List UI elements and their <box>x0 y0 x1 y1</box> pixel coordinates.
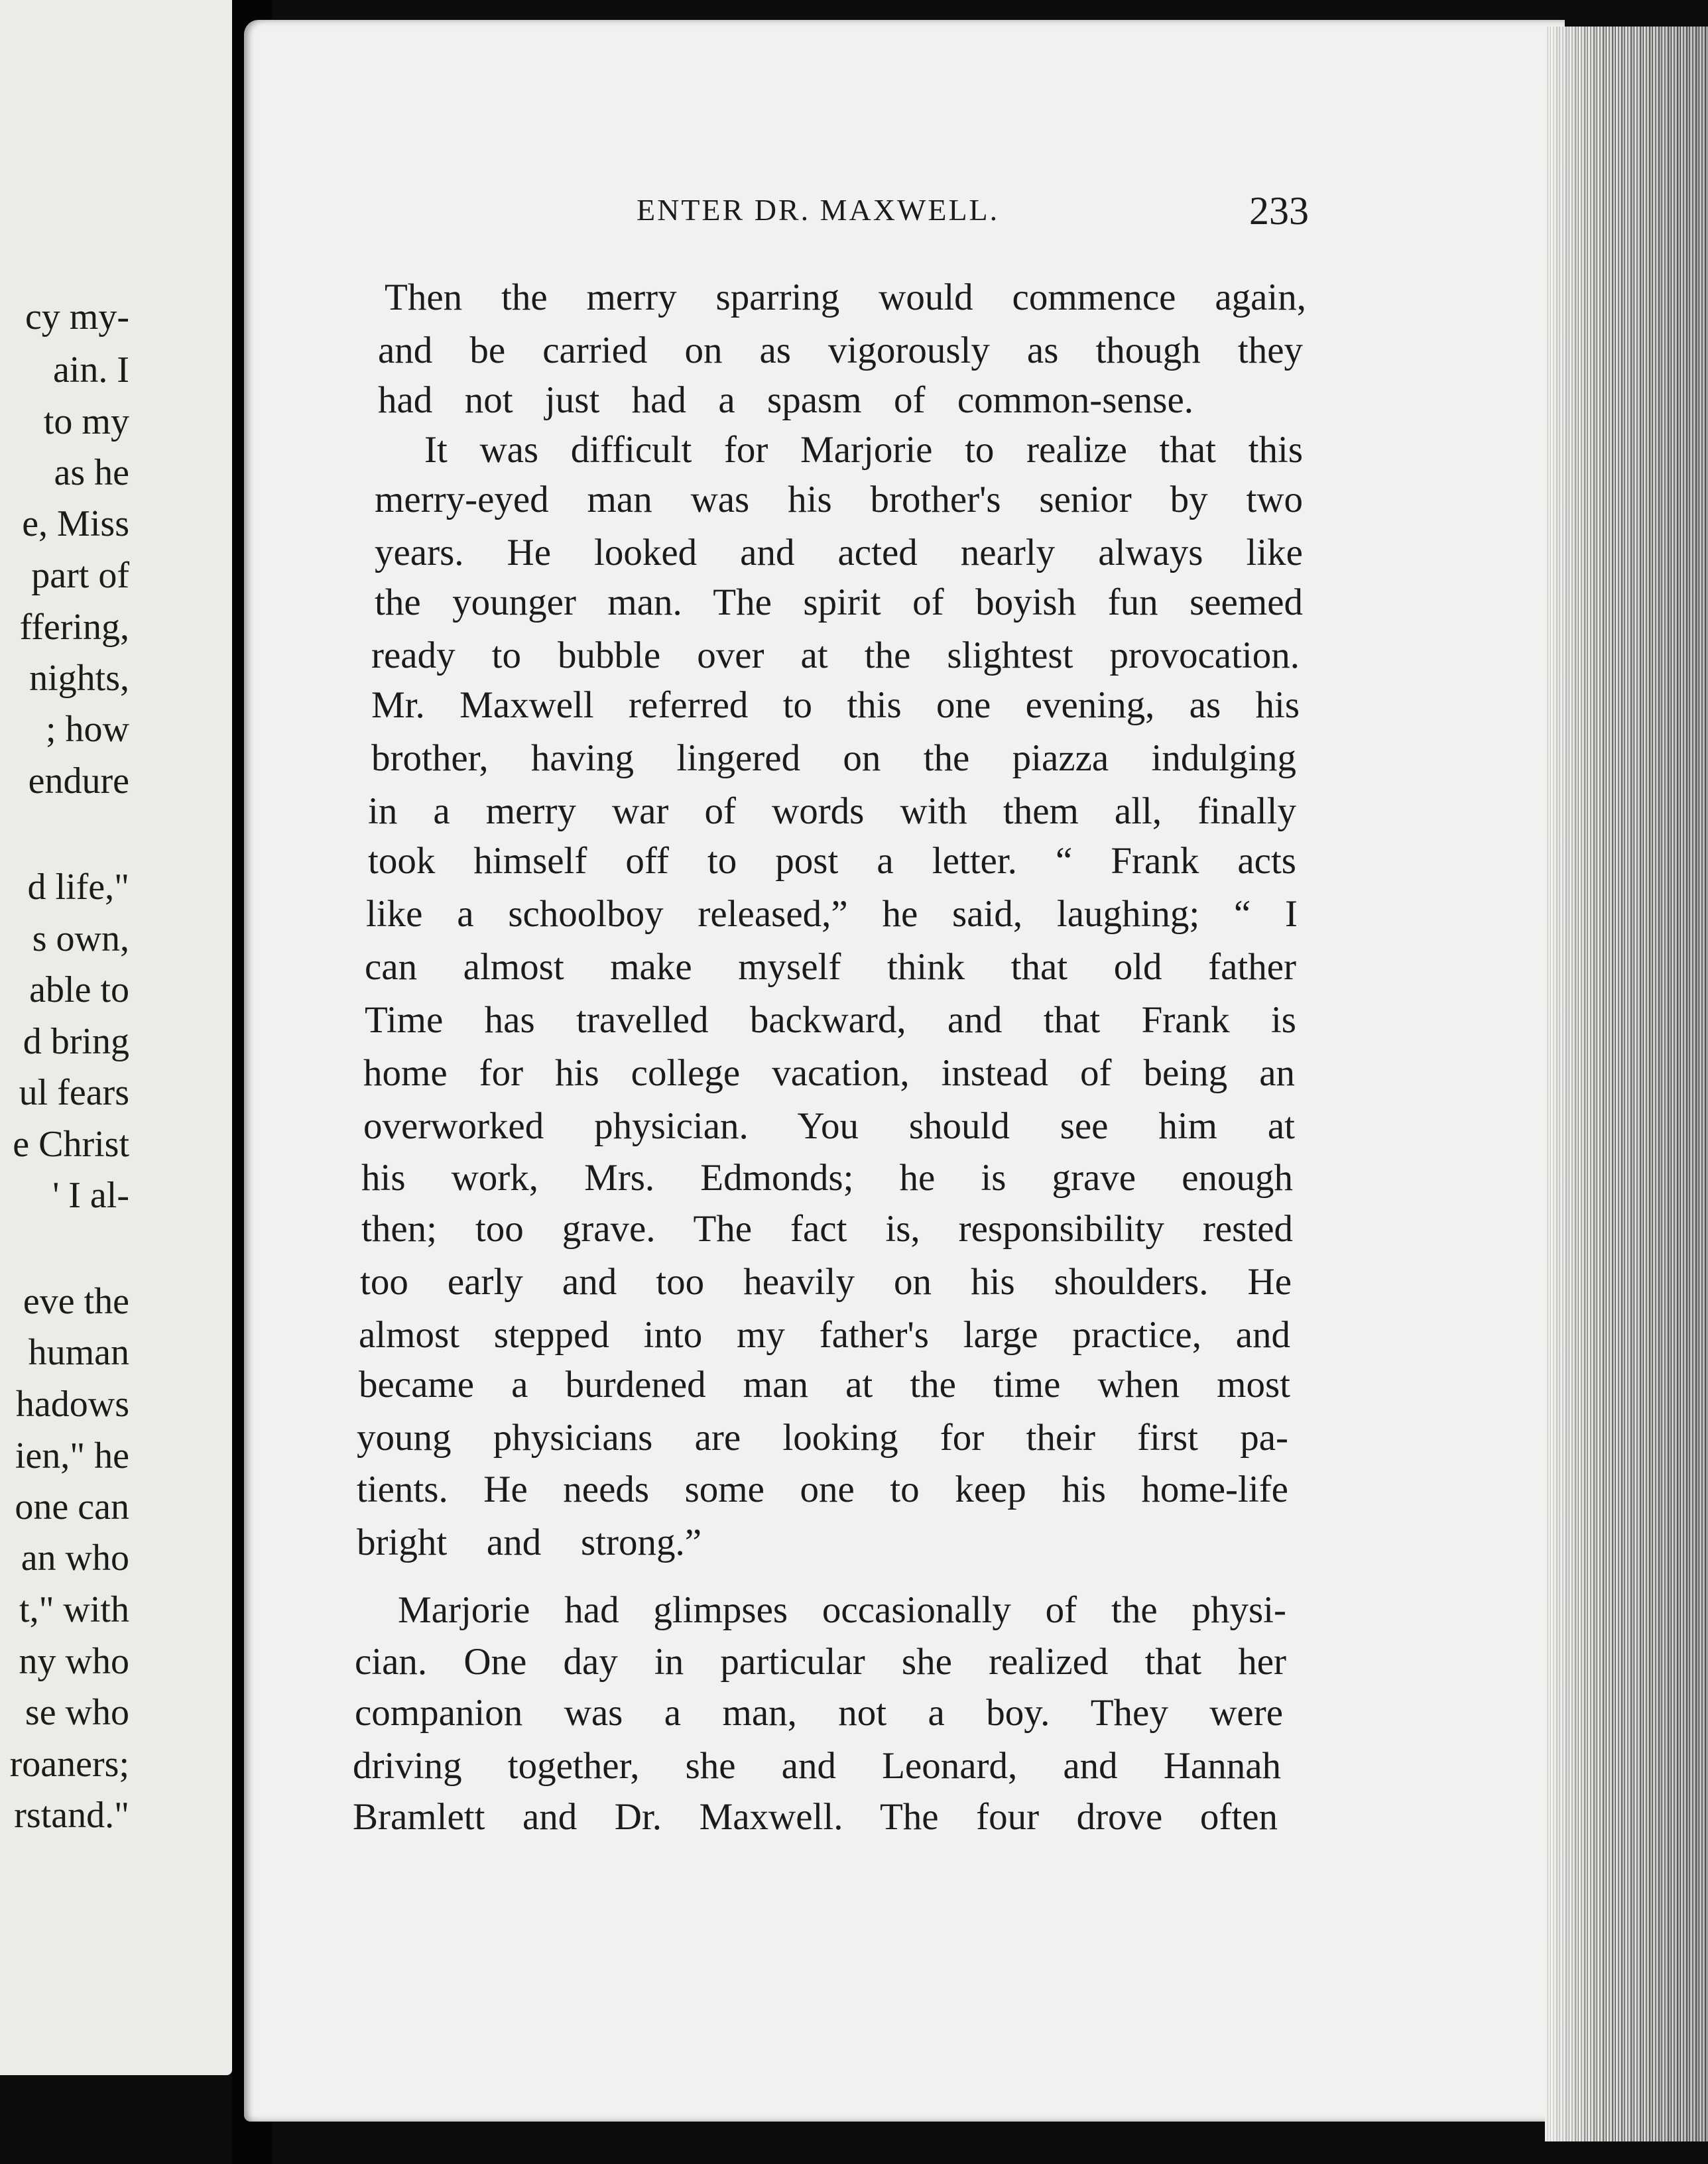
left-page-line: ffering, <box>19 607 129 648</box>
body-text-line: the younger man. The spirit of boyish fun seemed <box>375 581 1303 623</box>
body-text-line: took himself off to post a letter. “ Frank acts <box>368 840 1296 882</box>
body-text-line: cian. One day in particular she realized that her <box>355 1641 1286 1683</box>
left-page-line: d life," <box>27 867 129 908</box>
left-page-line: endure <box>28 760 129 802</box>
left-page-line: ; how <box>46 709 129 750</box>
left-page-line: roaners; <box>9 1744 129 1785</box>
left-page-line: t," with <box>19 1589 129 1630</box>
left-page-line: rstand." <box>14 1795 129 1836</box>
left-page-line: s own, <box>32 918 129 959</box>
body-text-line: driving together, she and Leonard, and Hannah <box>353 1745 1281 1787</box>
left-page-line: cy my- <box>25 296 129 337</box>
body-text-line: home for his college vacation, instead of being an <box>363 1052 1295 1094</box>
body-text-line: had not just had a spasm of common-sense. <box>378 379 1193 421</box>
left-page-line: hadows <box>15 1384 129 1425</box>
left-page-line: part of <box>31 555 129 596</box>
left-page-line: human <box>28 1332 129 1373</box>
left-page-line: se who <box>25 1692 129 1733</box>
running-head: ENTER DR. MAXWELL. <box>637 193 1000 227</box>
body-text-line: Bramlett and Dr. Maxwell. The four drove often <box>353 1796 1278 1838</box>
left-page-line: eve the <box>23 1281 129 1322</box>
body-text-line: merry-eyed man was his brother's senior by two <box>375 479 1303 520</box>
body-text-line: brother, having lingered on the piazza indulging <box>371 737 1296 779</box>
body-text-line: Mr. Maxwell referred to this one evening, as his <box>371 684 1300 726</box>
body-text-line: his work, Mrs. Edmonds; he is grave enough <box>361 1157 1293 1199</box>
body-text-line: overworked physician. You should see him at <box>363 1105 1295 1147</box>
body-text-line: and be carried on as vigorously as though they <box>378 330 1303 371</box>
body-text-line: Marjorie had glimpses occasionally of the physi- <box>398 1589 1286 1631</box>
body-text-line: years. He looked and acted nearly always like <box>375 532 1303 573</box>
body-text-line: in a merry war of words with them all, finally <box>368 790 1296 832</box>
left-page-line: ' I al- <box>52 1175 129 1216</box>
body-text-line: then; too grave. The fact is, responsibility rested <box>361 1208 1293 1250</box>
left-page-line: nights, <box>29 658 129 699</box>
left-page-line: ny who <box>19 1641 129 1682</box>
body-text-line: companion was a man, not a boy. They were <box>355 1692 1283 1734</box>
body-text-line: can almost make myself think that old father <box>365 946 1296 988</box>
page-edges <box>1545 27 1708 2141</box>
left-page-line: one can <box>15 1486 129 1528</box>
left-page-line: an who <box>21 1537 129 1579</box>
body-text-line: tients. He needs some one to keep his home-life <box>357 1469 1288 1510</box>
body-text-line: It was difficult for Marjorie to realize that this <box>424 429 1303 471</box>
left-page-line: ain. I <box>52 349 129 391</box>
body-text-line: too early and too heavily on his shoulders. He <box>360 1261 1292 1303</box>
left-page-line: d bring <box>23 1021 129 1062</box>
left-page-line: ul fears <box>19 1072 129 1113</box>
left-page-line: e, Miss <box>22 503 129 544</box>
left-page-line: ien," he <box>15 1435 129 1476</box>
left-page <box>0 0 232 2075</box>
body-text-line: Then the merry sparring would commence again, <box>385 276 1306 318</box>
page-number: 233 <box>1249 189 1309 233</box>
left-page-line: to my <box>43 401 129 442</box>
body-text-line: young physicians are looking for their first pa- <box>357 1417 1288 1459</box>
body-text-line: became a burdened man at the time when most <box>359 1364 1290 1406</box>
body-text-line: almost stepped into my father's large practice, and <box>359 1314 1290 1356</box>
left-page-line: able to <box>29 969 129 1010</box>
body-text-line: like a schoolboy released,” he said, laughing; “ I <box>366 893 1298 935</box>
body-text-line: ready to bubble over at the slightest provocation. <box>371 634 1300 676</box>
left-page-line: e Christ <box>13 1124 129 1165</box>
body-text-line: bright and strong.” <box>357 1522 702 1563</box>
left-page-line: as he <box>54 452 129 493</box>
body-text-line: Time has travelled backward, and that Frank is <box>365 999 1296 1041</box>
